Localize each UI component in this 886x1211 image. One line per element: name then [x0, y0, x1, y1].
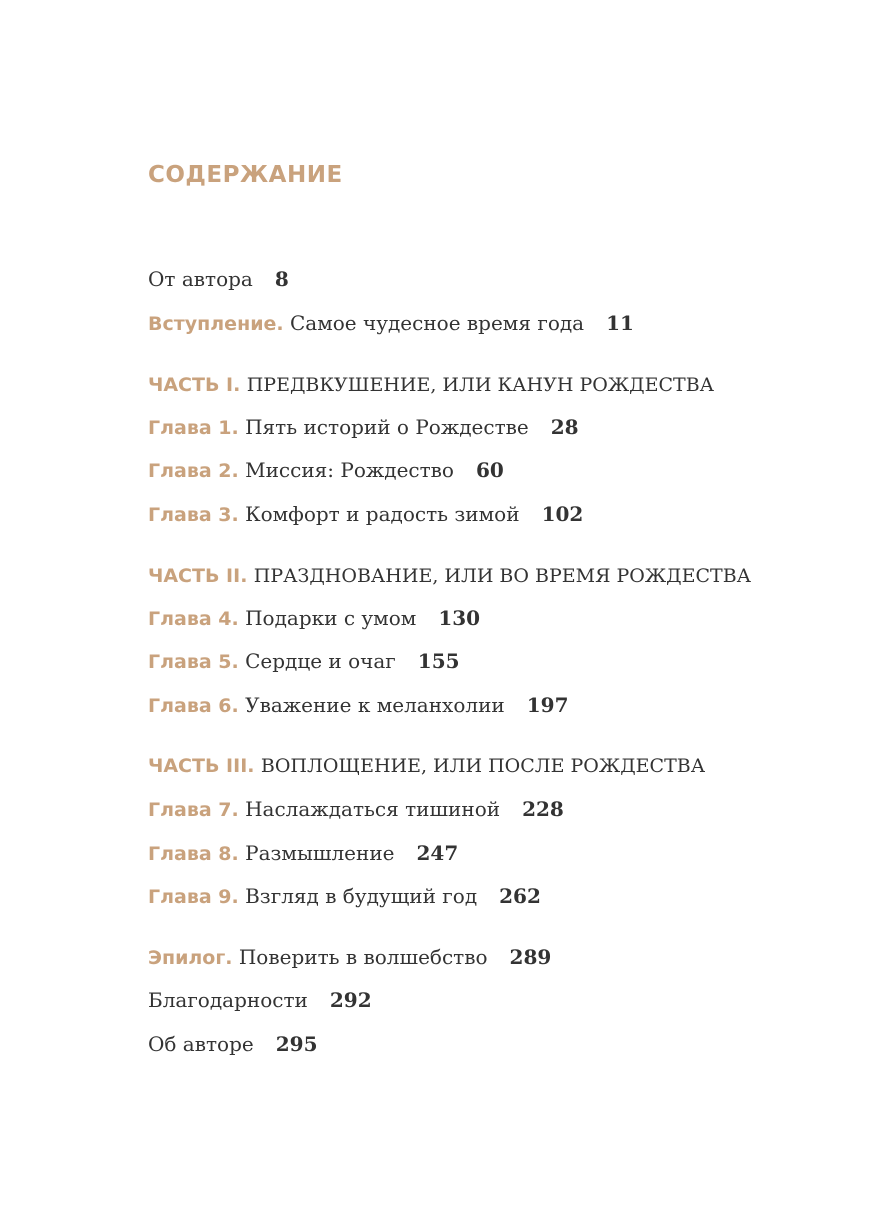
entry-page-number: 292: [329, 988, 372, 1012]
entry-title: Сердце и очаг: [245, 649, 396, 673]
toc-entry-chapter-1[interactable]: [148, 413, 579, 442]
entry-label: Глава 2.: [148, 460, 239, 482]
entry-label: Глава 4.: [148, 608, 239, 630]
entry-page-number: 289: [509, 945, 552, 969]
entry-page-number: 228: [522, 797, 564, 821]
entry-title: Комфорт и радость зимой: [245, 502, 520, 526]
entry-title: Миссия: Рождество: [245, 458, 454, 482]
entry-title: Уважение к меланхолии: [245, 693, 505, 717]
toc-entry-chapter-3[interactable]: [148, 500, 583, 529]
part-label: ЧАСТЬ II.: [148, 565, 248, 587]
toc-part-3[interactable]: [148, 751, 705, 780]
entry-title: Наслаждаться тишиной: [245, 797, 501, 821]
entry-page-number: 102: [541, 502, 584, 526]
part-label: ЧАСТЬ III.: [148, 755, 255, 777]
entry-title: Самое чудесное время года: [289, 311, 585, 335]
toc-entry-epilogue[interactable]: [148, 943, 551, 972]
entry-page-number: 247: [416, 841, 459, 865]
entry-title: Размышление: [245, 841, 395, 865]
part-title: ПРЕДВКУШЕНИЕ, ИЛИ КАНУН РОЖДЕСТВА: [246, 374, 715, 396]
toc-part-2[interactable]: [148, 561, 751, 590]
toc-entry-about-author[interactable]: [148, 1030, 317, 1058]
entry-label: Глава 3.: [148, 504, 239, 526]
entry-title: Подарки с умом: [245, 606, 417, 630]
part-title: ВОПЛОЩЕНИЕ, ИЛИ ПОСЛЕ РОЖДЕСТВА: [260, 755, 706, 777]
entry-label: Глава 7.: [148, 799, 239, 821]
part-label: ЧАСТЬ I.: [148, 374, 241, 396]
toc-entry-chapter-9[interactable]: [148, 882, 541, 911]
toc-entry-introduction[interactable]: [148, 309, 634, 338]
entry-page-number: 197: [526, 693, 569, 717]
toc-entry-chapter-7[interactable]: [148, 795, 564, 824]
entry-page-number: 28: [550, 415, 579, 439]
entry-page-number: 295: [275, 1032, 318, 1056]
entry-title: От автора: [148, 267, 253, 291]
entry-page-number: 262: [499, 884, 541, 908]
toc-entry-chapter-6[interactable]: [148, 691, 568, 720]
entry-title: Поверить в волшебство: [238, 945, 488, 969]
entry-label: Вступление.: [148, 313, 284, 335]
entry-page-number: 8: [274, 267, 289, 291]
part-title: ПРАЗДНОВАНИЕ, ИЛИ ВО ВРЕМЯ РОЖДЕСТВА: [253, 565, 752, 587]
toc-entry-chapter-5[interactable]: [148, 647, 460, 676]
toc-entry-chapter-8[interactable]: [148, 839, 458, 868]
entry-title: Об авторе: [148, 1032, 254, 1056]
entry-page-number: 11: [606, 311, 634, 335]
toc-entry-from-author[interactable]: [148, 265, 289, 293]
entry-title: Благодарности: [148, 988, 308, 1012]
toc-part-1[interactable]: [148, 370, 714, 399]
toc-entry-acknowledgments[interactable]: [148, 986, 372, 1014]
entry-page-number: 60: [475, 458, 504, 482]
contents-heading: СОДЕРЖАНИЕ: [148, 162, 343, 188]
entry-title: Пять историй о Рождестве: [245, 415, 529, 439]
entry-label: Глава 9.: [148, 886, 239, 908]
entry-label: Глава 5.: [148, 651, 239, 673]
entry-label: Эпилог.: [148, 947, 233, 969]
toc-entry-chapter-2[interactable]: [148, 456, 504, 485]
toc-entry-chapter-4[interactable]: [148, 604, 480, 633]
entry-page-number: 130: [438, 606, 481, 630]
entry-title: Взгляд в будущий год: [245, 884, 478, 908]
entry-label: Глава 1.: [148, 417, 239, 439]
entry-page-number: 155: [417, 649, 460, 673]
entry-label: Глава 6.: [148, 695, 239, 717]
entry-label: Глава 8.: [148, 843, 239, 865]
